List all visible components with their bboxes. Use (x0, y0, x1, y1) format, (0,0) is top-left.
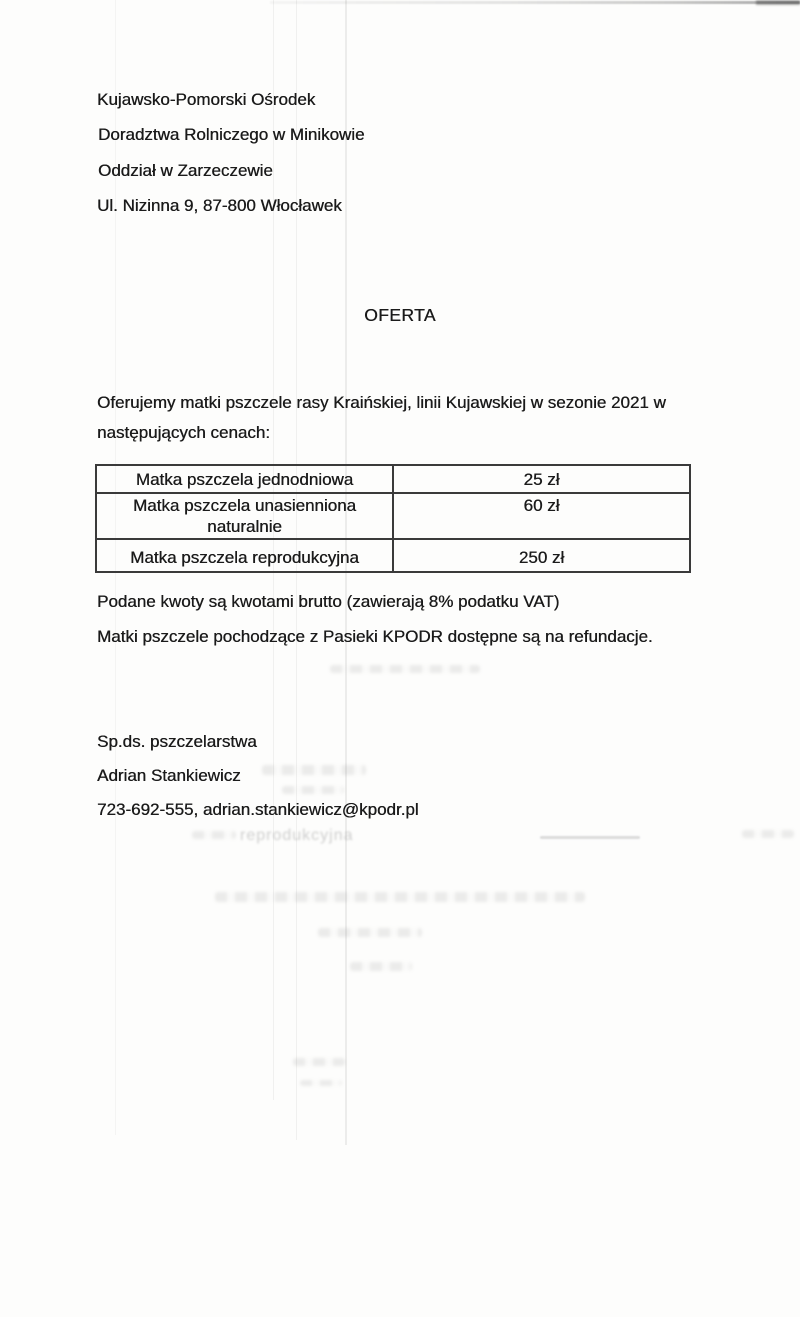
ghost-bleedthrough-smudge (192, 831, 236, 839)
intro-line: Oferujemy matki pszczele rasy Kraińskiej, linii Kujawskiej w sezonie 2021 w (97, 393, 666, 412)
sender-address-line: Oddział w Zarzeczewie (98, 161, 273, 180)
ghost-bleedthrough-smudge (742, 830, 794, 838)
price-table-row (96, 465, 690, 493)
signer-contact: 723-692-555, adrian.stankiewicz@kpodr.pl (97, 800, 419, 819)
scan-top-edge-dark-blob (756, 0, 800, 5)
ghost-bleedthrough-smudge (330, 665, 480, 673)
ghost-bleedthrough-smudge (215, 892, 585, 902)
sender-address-line: Kujawsko-Pomorski Ośrodek (97, 90, 316, 109)
price-table (95, 464, 691, 573)
ghost-bleedthrough-smudge (540, 836, 640, 839)
product-price-cell: 25 zł (393, 465, 690, 493)
ghost-bleedthrough-smudge (350, 962, 412, 971)
signer-role: Sp.ds. pszczelarstwa (97, 732, 257, 751)
sender-address-line: Doradztwa Rolniczego w Minikowie (98, 125, 365, 144)
intro-paragraph (97, 388, 666, 448)
ghost-bleedthrough-smudge (293, 1058, 345, 1066)
ghost-bleedthrough-text: reprodukcyjna (240, 827, 354, 844)
price-table-row (96, 493, 690, 539)
sender-address-line: Ul. Nizinna 9, 87-800 Włocławek (97, 196, 342, 215)
product-name-cell: Matka pszczela unasienniona naturalnie (96, 493, 393, 539)
product-price-cell: 250 zł (393, 539, 690, 572)
document-title: OFERTA (364, 305, 436, 325)
product-name-cell: Matka pszczela reprodukcyjna (96, 539, 393, 572)
ghost-bleedthrough-smudge (300, 1080, 342, 1086)
scan-top-edge-line (270, 1, 800, 4)
ghost-bleedthrough-smudge (262, 765, 366, 775)
product-name-cell: Matka pszczela jednodniowa (96, 465, 393, 493)
intro-line: następujących cenach: (97, 423, 270, 442)
ghost-bleedthrough-smudge (282, 786, 344, 794)
product-price-cell: 60 zł (393, 493, 690, 539)
price-table-row (96, 539, 690, 572)
ghost-bleedthrough-smudge (318, 928, 422, 937)
vat-note: Podane kwoty są kwotami brutto (zawierają 8% podatku VAT) (97, 592, 560, 611)
refund-note: Matki pszczele pochodzące z Pasieki KPODR dostępne są na refundacje. (97, 627, 653, 646)
signer-name: Adrian Stankiewicz (97, 766, 241, 785)
